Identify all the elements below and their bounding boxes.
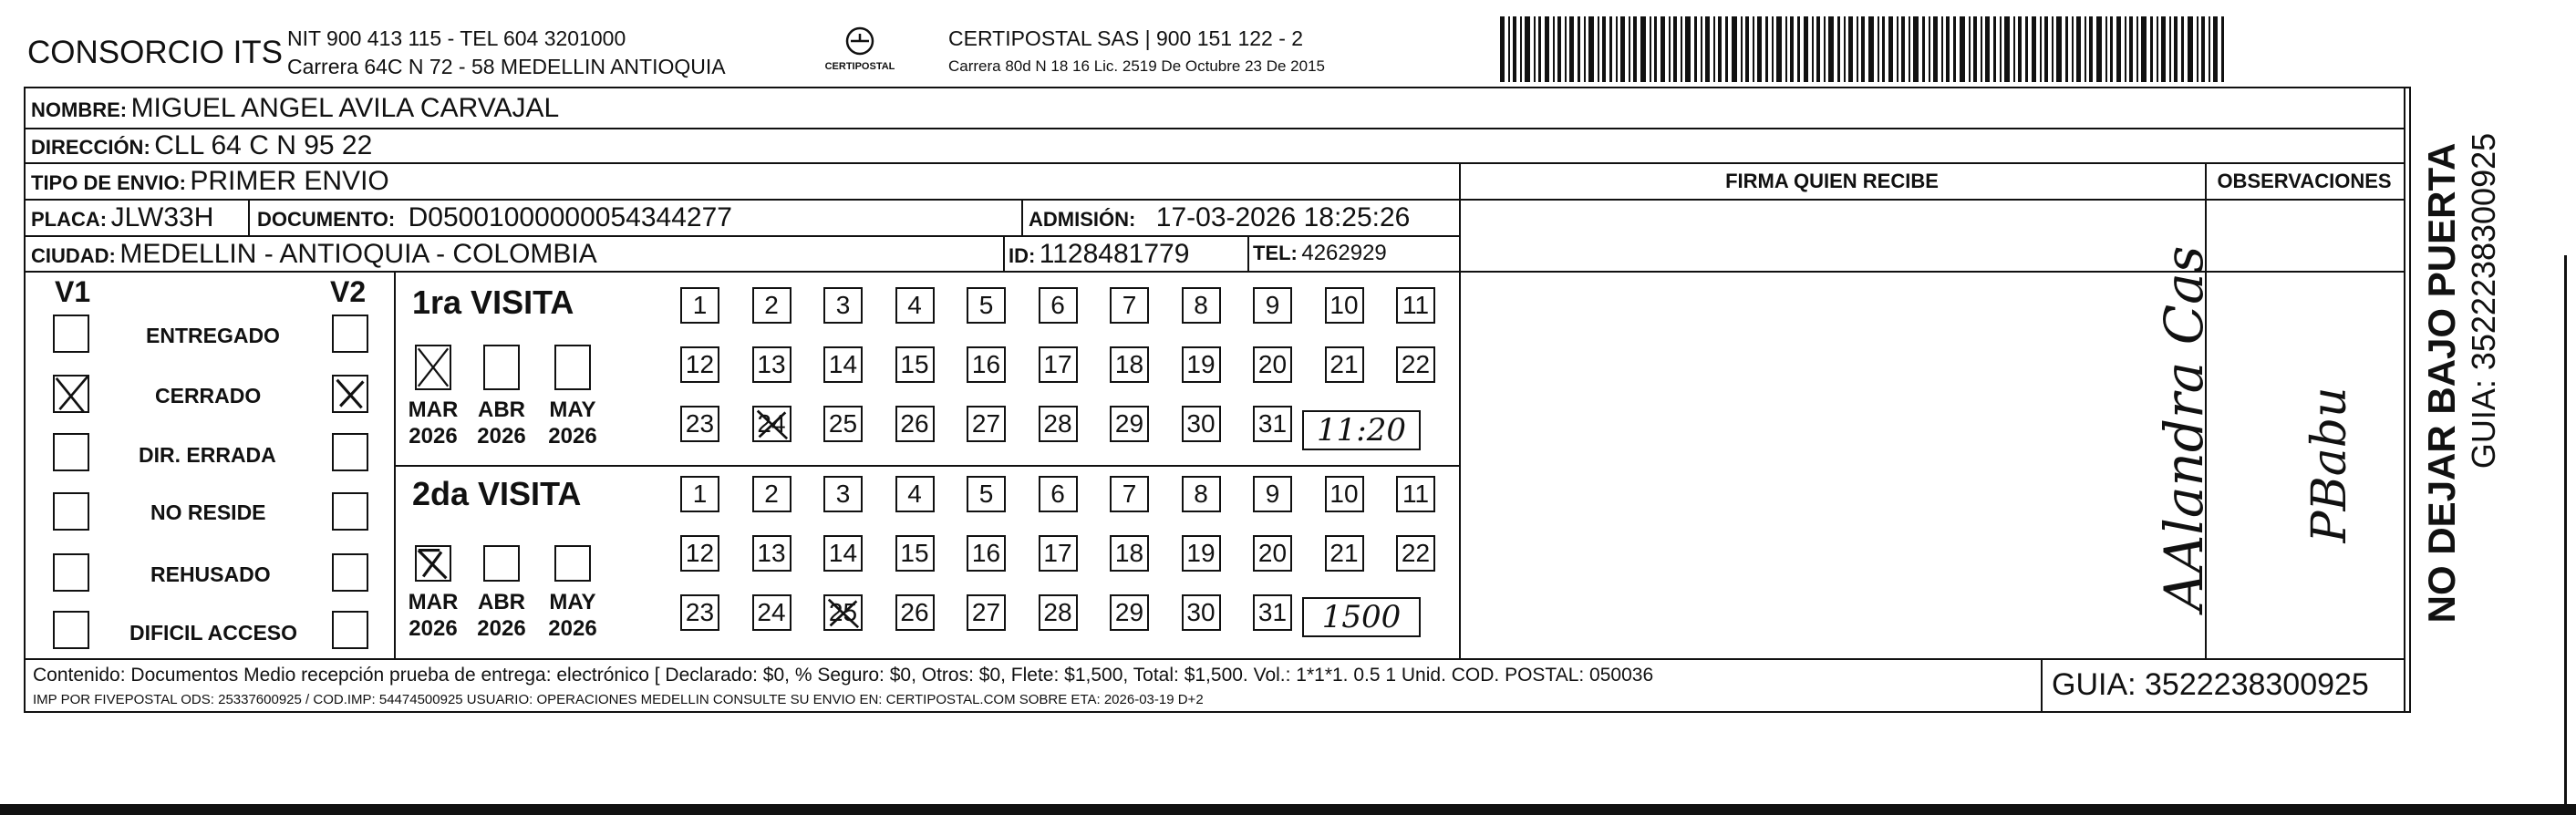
tipo-envio-row	[31, 168, 389, 195]
second-visit-day-14[interactable]: 14	[823, 535, 863, 572]
status-entregado: ENTREGADO	[146, 324, 280, 347]
v1-dir-errada-checkbox[interactable]	[53, 433, 89, 471]
x-mark-icon	[55, 377, 88, 411]
first-visit-day-5[interactable]: 5	[967, 287, 1006, 324]
second-visit-day-4[interactable]: 4	[895, 476, 935, 512]
first-visit-day-21[interactable]: 21	[1325, 346, 1364, 383]
second-visit-day-18[interactable]: 18	[1110, 535, 1149, 572]
id-value: 1128481779	[1039, 239, 1190, 269]
status-rehusado: REHUSADO	[150, 562, 271, 586]
admision-row	[1029, 204, 1410, 232]
second-visit-month-abr: ABR 2026	[477, 590, 526, 641]
side-panel-divider	[2404, 87, 2405, 713]
first-visit-month-abr: ABR 2026	[477, 397, 526, 449]
admision-value: 17-03-2026 18:25:26	[1155, 202, 1411, 232]
company-line-2: Carrera 64C N 72 - 58 MEDELLIN ANTIOQUIA	[287, 55, 726, 78]
second-visit-day-24[interactable]: 24	[752, 594, 791, 631]
page-edge-right	[2564, 255, 2567, 806]
first-visit-day-16[interactable]: 16	[967, 346, 1006, 383]
second-visit-day-22[interactable]: 22	[1396, 535, 1435, 572]
v1-entregado-checkbox[interactable]	[53, 315, 89, 353]
observaciones-header: OBSERVACIONES	[2217, 170, 2392, 192]
second-visit-abr-checkbox[interactable]	[483, 545, 520, 582]
status-dir-errada: DIR. ERRADA	[139, 443, 276, 467]
x-mark-icon	[417, 346, 450, 388]
second-visit-title: 2da VISITA	[412, 475, 582, 512]
second-visit-day-29[interactable]: 29	[1110, 594, 1149, 631]
first-visit-day-12[interactable]: 12	[680, 346, 719, 383]
second-visit-day-27[interactable]: 27	[967, 594, 1006, 631]
company-name: CONSORCIO ITS	[27, 35, 284, 70]
ciudad-row	[31, 241, 597, 268]
first-visit-day-13[interactable]: 13	[752, 346, 791, 383]
x-mark-icon	[417, 547, 450, 580]
v2-entregado-checkbox[interactable]	[332, 315, 368, 353]
first-visit-day-24[interactable]: 24	[752, 406, 791, 442]
status-dificil-acceso: DIFICIL ACCESO	[129, 621, 298, 645]
footer-guia: GUIA: 3522238300925	[2052, 667, 2369, 702]
second-visit-month-may: MAY 2026	[548, 590, 597, 641]
documento-row	[257, 204, 732, 232]
x-mark-icon	[334, 377, 367, 411]
v1-no-reside-checkbox[interactable]	[53, 492, 89, 531]
status-cerrado: CERRADO	[155, 384, 262, 408]
first-visit-day-1[interactable]: 1	[680, 287, 719, 324]
company-line-1: NIT 900 413 115 - TEL 604 3201000	[287, 26, 626, 50]
second-visit-day-11[interactable]: 11	[1396, 476, 1435, 512]
second-visit-day-19[interactable]: 19	[1182, 535, 1221, 572]
no-dejar-bajo-puerta: NO DEJAR BAJO PUERTA	[2420, 142, 2463, 624]
v1-label: V1	[55, 275, 91, 308]
x-mark-icon	[825, 596, 861, 629]
v2-dir-errada-checkbox[interactable]	[332, 433, 368, 471]
second-visit-day-15[interactable]: 15	[895, 535, 935, 572]
recipient-signature: AAlandra Cas	[2153, 245, 2215, 612]
logo-text: CERTIPOSTAL	[824, 61, 895, 72]
direccion-row	[31, 132, 372, 160]
direccion-label: DIRECCIÓN:	[31, 136, 150, 159]
first-visit-day-31[interactable]: 31	[1253, 406, 1292, 442]
second-visit-time-box[interactable]	[1302, 597, 1421, 637]
page-edge	[0, 804, 2576, 815]
tel-value: 4262929	[1301, 241, 1387, 265]
certipostal-logo	[816, 26, 904, 78]
documento-value: D05001000000054344277	[408, 202, 732, 232]
second-visit-day-6[interactable]: 6	[1039, 476, 1078, 512]
carrier-line-2: Carrera 80d N 18 16 Lic. 2519 De Octubre 23 De 2015	[948, 57, 1325, 75]
id-label: ID:	[1009, 244, 1036, 267]
tel-row	[1253, 242, 1387, 264]
first-visit-title: 1ra VISITA	[412, 284, 574, 321]
first-visit-day-19[interactable]: 19	[1182, 346, 1221, 383]
second-visit-day-21[interactable]: 21	[1325, 535, 1364, 572]
second-visit-day-20[interactable]: 20	[1253, 535, 1292, 572]
first-visit-day-23[interactable]: 23	[680, 406, 719, 442]
v1-rehusado-checkbox[interactable]	[53, 553, 89, 592]
first-visit-day-25[interactable]: 25	[823, 406, 863, 442]
v1-dificil-acceso-checkbox[interactable]	[53, 611, 89, 649]
barcode	[1500, 16, 2229, 82]
first-visit-day-28[interactable]: 28	[1039, 406, 1078, 442]
v1-cerrado-checkbox[interactable]	[53, 375, 89, 413]
x-mark-icon	[754, 408, 790, 440]
v2-dificil-acceso-checkbox[interactable]	[332, 611, 368, 649]
nombre-value: MIGUEL ANGEL AVILA CARVAJAL	[130, 93, 560, 123]
admision-label: ADMISIÓN:	[1029, 208, 1136, 231]
first-visit-day-20[interactable]: 20	[1253, 346, 1292, 383]
second-visit-day-3[interactable]: 3	[823, 476, 863, 512]
documento-label: DOCUMENTO:	[257, 208, 396, 231]
first-visit-month-may: MAY 2026	[548, 397, 597, 449]
id-row	[1009, 241, 1189, 268]
first-visit-day-17[interactable]: 17	[1039, 346, 1078, 383]
first-visit-day-3[interactable]: 3	[823, 287, 863, 324]
side-guia: GUIA: 3522238300925	[2465, 132, 2502, 469]
status-no-reside: NO RESIDE	[150, 500, 266, 524]
first-visit-day-22[interactable]: 22	[1396, 346, 1435, 383]
second-visit-day-13[interactable]: 13	[752, 535, 791, 572]
second-visit-day-7[interactable]: 7	[1110, 476, 1149, 512]
second-visit-day-17[interactable]: 17	[1039, 535, 1078, 572]
first-visit-may-checkbox[interactable]	[554, 345, 591, 390]
second-visit-month-mar: MAR 2026	[408, 590, 459, 641]
first-visit-day-8[interactable]: 8	[1182, 287, 1221, 324]
ciudad-label: CIUDAD:	[31, 244, 116, 267]
direccion-value: CLL 64 C N 95 22	[154, 130, 373, 160]
second-visit-day-2[interactable]: 2	[752, 476, 791, 512]
first-visit-time: 11:20	[1317, 412, 1406, 449]
placa-value: JLW33H	[110, 202, 214, 232]
placa-row	[31, 204, 213, 232]
second-visit-day-31[interactable]: 31	[1253, 594, 1292, 631]
second-visit-day-12[interactable]: 12	[680, 535, 719, 572]
second-visit-day-30[interactable]: 30	[1182, 594, 1221, 631]
second-visit-time: 1500	[1321, 599, 1402, 635]
first-visit-day-26[interactable]: 26	[895, 406, 935, 442]
first-visit-abr-checkbox[interactable]	[483, 345, 520, 390]
first-visit-day-27[interactable]: 27	[967, 406, 1006, 442]
second-visit-day-8[interactable]: 8	[1182, 476, 1221, 512]
first-visit-day-18[interactable]: 18	[1110, 346, 1149, 383]
carrier-line-1: CERTIPOSTAL SAS | 900 151 122 - 2	[948, 26, 1304, 50]
observaciones-note: PBabu	[2302, 387, 2357, 543]
first-visit-day-9[interactable]: 9	[1253, 287, 1292, 324]
first-visit-day-15[interactable]: 15	[895, 346, 935, 383]
second-visit-day-9[interactable]: 9	[1253, 476, 1292, 512]
tipo-envio-value: PRIMER ENVIO	[190, 166, 389, 196]
firma-header: FIRMA QUIEN RECIBE	[1725, 170, 1939, 192]
first-visit-time-box[interactable]	[1302, 410, 1421, 450]
second-visit-may-checkbox[interactable]	[554, 545, 591, 582]
placa-label: PLACA:	[31, 208, 108, 231]
first-visit-day-10[interactable]: 10	[1325, 287, 1364, 324]
first-visit-month-mar: MAR 2026	[408, 397, 459, 449]
nombre-row	[31, 95, 559, 122]
first-visit-day-30[interactable]: 30	[1182, 406, 1221, 442]
second-visit-day-23[interactable]: 23	[680, 594, 719, 631]
first-visit-day-14[interactable]: 14	[823, 346, 863, 383]
v2-cerrado-checkbox[interactable]	[332, 375, 368, 413]
second-visit-mar-checkbox[interactable]	[415, 545, 451, 582]
second-visit-day-5[interactable]: 5	[967, 476, 1006, 512]
second-visit-day-28[interactable]: 28	[1039, 594, 1078, 631]
first-visit-day-29[interactable]: 29	[1110, 406, 1149, 442]
nombre-label: NOMBRE:	[31, 98, 128, 121]
ciudad-value: MEDELLIN - ANTIOQUIA - COLOMBIA	[119, 239, 597, 269]
second-visit-day-1[interactable]: 1	[680, 476, 719, 512]
first-visit-day-2[interactable]: 2	[752, 287, 791, 324]
second-visit-day-16[interactable]: 16	[967, 535, 1006, 572]
tipo-envio-label: TIPO DE ENVIO:	[31, 171, 186, 194]
first-visit-mar-checkbox[interactable]	[415, 345, 451, 390]
second-visit-day-26[interactable]: 26	[895, 594, 935, 631]
footer-contenido: Contenido: Documentos Medio recepción prueba de entrega: electrónico [ Declarado: $0, % Seguro: $0, Otros: $0, Flete: $1,500, Total: $1,500. Vol.: 1*1*1. 0.5 1 Unid. COD. POSTAL: 050036	[33, 665, 1654, 686]
first-visit-day-7[interactable]: 7	[1110, 287, 1149, 324]
second-visit-day-25[interactable]: 25	[823, 594, 863, 631]
first-visit-day-11[interactable]: 11	[1396, 287, 1435, 324]
footer-imp: IMP POR FIVEPOSTAL ODS: 25337600925 / COD.IMP: 54474500925 USUARIO: OPERACIONES MEDELLIN CONSULTE SU ENVIO EN: CERTIPOSTAL.COM SOBRE ETA: 2026-03-19 D+2	[33, 692, 1204, 707]
second-visit-day-10[interactable]: 10	[1325, 476, 1364, 512]
tel-label: TEL:	[1253, 242, 1298, 264]
v2-rehusado-checkbox[interactable]	[332, 553, 368, 592]
first-visit-day-6[interactable]: 6	[1039, 287, 1078, 324]
v2-no-reside-checkbox[interactable]	[332, 492, 368, 531]
first-visit-day-4[interactable]: 4	[895, 287, 935, 324]
v2-label: V2	[330, 275, 367, 308]
